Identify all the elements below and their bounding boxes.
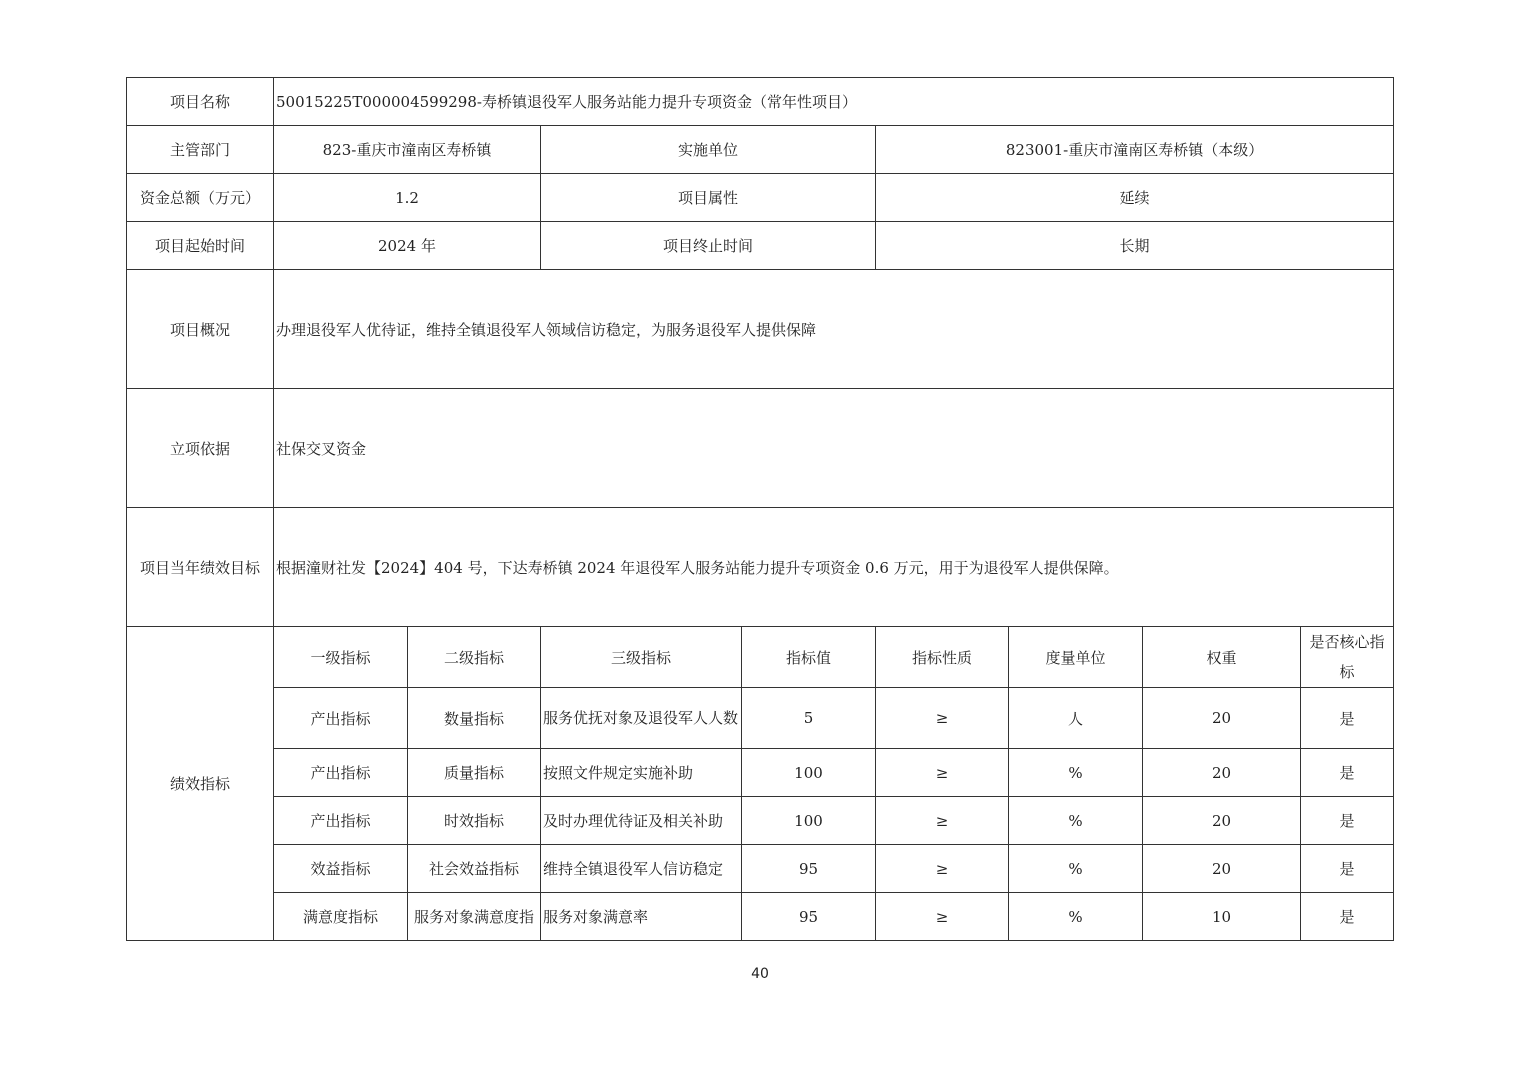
label-annual-goal: 项目当年绩效目标 bbox=[127, 508, 274, 627]
label-end-time: 项目终止时间 bbox=[541, 222, 876, 270]
cell-nature: ≥ bbox=[876, 749, 1009, 797]
project-performance-table bbox=[126, 77, 1394, 941]
cell-level3: 按照文件规定实施补助 bbox=[541, 749, 742, 797]
cell-level1: 效益指标 bbox=[274, 845, 408, 893]
cell-core: 是 bbox=[1301, 688, 1394, 749]
label-project-attribute: 项目属性 bbox=[541, 174, 876, 222]
cell-core: 是 bbox=[1301, 749, 1394, 797]
value-basis: 社保交叉资金 bbox=[274, 389, 1394, 508]
cell-nature: ≥ bbox=[876, 893, 1009, 941]
header-unit: 度量单位 bbox=[1009, 627, 1143, 688]
cell-weight: 20 bbox=[1143, 797, 1301, 845]
value-end-time: 长期 bbox=[876, 222, 1394, 270]
label-implementing-unit: 实施单位 bbox=[541, 126, 876, 174]
cell-nature: ≥ bbox=[876, 845, 1009, 893]
cell-level2: 时效指标 bbox=[408, 797, 541, 845]
cell-level1: 产出指标 bbox=[274, 749, 408, 797]
label-basis: 立项依据 bbox=[127, 389, 274, 508]
value-fund-total: 1.2 bbox=[274, 174, 541, 222]
indicator-row bbox=[127, 893, 1394, 941]
row-basis bbox=[127, 389, 1394, 508]
row-overview bbox=[127, 270, 1394, 389]
row-goal bbox=[127, 508, 1394, 627]
label-department: 主管部门 bbox=[127, 126, 274, 174]
cell-weight: 20 bbox=[1143, 845, 1301, 893]
header-nature: 指标性质 bbox=[876, 627, 1009, 688]
indicator-row bbox=[127, 688, 1394, 749]
cell-unit: 人 bbox=[1009, 688, 1143, 749]
cell-core: 是 bbox=[1301, 797, 1394, 845]
cell-core: 是 bbox=[1301, 845, 1394, 893]
indicator-row bbox=[127, 845, 1394, 893]
cell-core: 是 bbox=[1301, 893, 1394, 941]
row-fund bbox=[127, 174, 1394, 222]
cell-level3: 服务优抚对象及退役军人人数 bbox=[541, 688, 742, 749]
value-department: 823-重庆市潼南区寿桥镇 bbox=[274, 126, 541, 174]
label-performance-indicators: 绩效指标 bbox=[127, 627, 274, 941]
cell-level2: 数量指标 bbox=[408, 688, 541, 749]
cell-level1: 产出指标 bbox=[274, 688, 408, 749]
cell-unit: % bbox=[1009, 749, 1143, 797]
row-project-name bbox=[127, 78, 1394, 126]
cell-value: 5 bbox=[742, 688, 876, 749]
indicator-header-row bbox=[127, 627, 1394, 688]
page-number: 40 bbox=[751, 966, 769, 982]
cell-unit: % bbox=[1009, 797, 1143, 845]
value-overview: 办理退役军人优待证，维持全镇退役军人领域信访稳定，为服务退役军人提供保障 bbox=[274, 270, 1394, 389]
cell-nature: ≥ bbox=[876, 797, 1009, 845]
cell-unit: % bbox=[1009, 845, 1143, 893]
cell-level3: 服务对象满意率 bbox=[541, 893, 742, 941]
cell-value: 95 bbox=[742, 845, 876, 893]
header-value: 指标值 bbox=[742, 627, 876, 688]
cell-level2: 服务对象满意度指 bbox=[408, 893, 541, 941]
cell-level1: 满意度指标 bbox=[274, 893, 408, 941]
cell-weight: 10 bbox=[1143, 893, 1301, 941]
value-start-time: 2024 年 bbox=[274, 222, 541, 270]
cell-unit: % bbox=[1009, 893, 1143, 941]
cell-nature: ≥ bbox=[876, 688, 1009, 749]
value-project-attribute: 延续 bbox=[876, 174, 1394, 222]
row-time bbox=[127, 222, 1394, 270]
header-level3: 三级指标 bbox=[541, 627, 742, 688]
header-weight: 权重 bbox=[1143, 627, 1301, 688]
cell-value: 95 bbox=[742, 893, 876, 941]
indicator-row bbox=[127, 797, 1394, 845]
cell-value: 100 bbox=[742, 797, 876, 845]
header-level1: 一级指标 bbox=[274, 627, 408, 688]
value-annual-goal: 根据潼财社发【2024】404 号，下达寿桥镇 2024 年退役军人服务站能力提升专项资金 0.6 万元，用于为退役军人提供保障。 bbox=[274, 508, 1394, 627]
cell-weight: 20 bbox=[1143, 688, 1301, 749]
indicator-row bbox=[127, 749, 1394, 797]
label-fund-total: 资金总额（万元） bbox=[127, 174, 274, 222]
cell-level3: 维持全镇退役军人信访稳定 bbox=[541, 845, 742, 893]
label-overview: 项目概况 bbox=[127, 270, 274, 389]
label-project-name: 项目名称 bbox=[127, 78, 274, 126]
row-department bbox=[127, 126, 1394, 174]
header-level2: 二级指标 bbox=[408, 627, 541, 688]
cell-level2: 社会效益指标 bbox=[408, 845, 541, 893]
value-implementing-unit: 823001-重庆市潼南区寿桥镇（本级） bbox=[876, 126, 1394, 174]
cell-level1: 产出指标 bbox=[274, 797, 408, 845]
cell-value: 100 bbox=[742, 749, 876, 797]
label-start-time: 项目起始时间 bbox=[127, 222, 274, 270]
cell-level3: 及时办理优待证及相关补助 bbox=[541, 797, 742, 845]
cell-level2: 质量指标 bbox=[408, 749, 541, 797]
value-project-name: 50015225T000004599298-寿桥镇退役军人服务站能力提升专项资金（常年性项目） bbox=[274, 78, 1394, 126]
header-core: 是否核心指标 bbox=[1301, 627, 1394, 688]
cell-weight: 20 bbox=[1143, 749, 1301, 797]
